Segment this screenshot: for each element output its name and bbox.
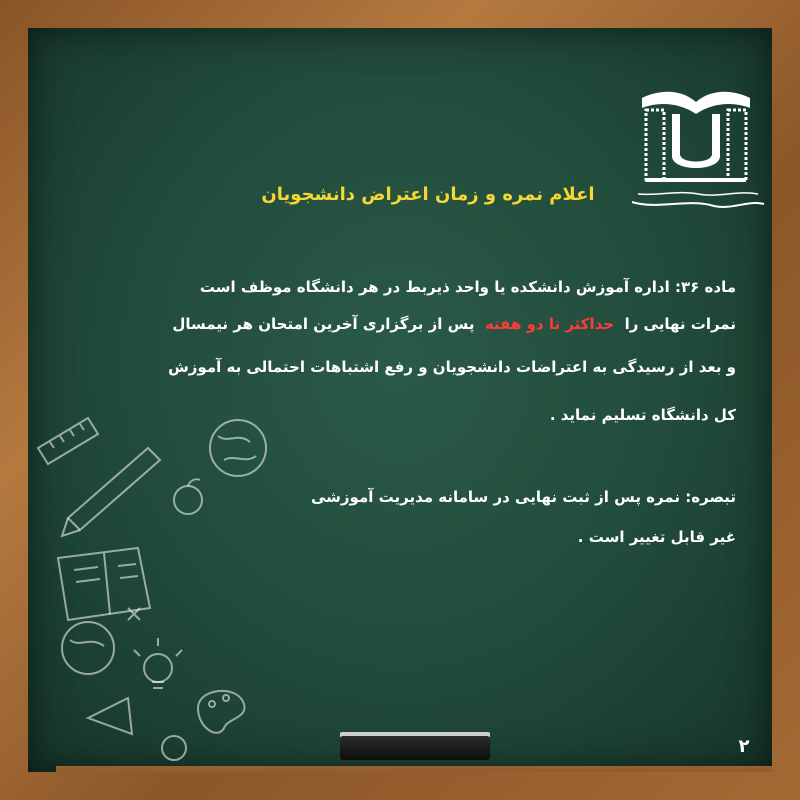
association-logo-icon [628,60,768,220]
globe-icon-2 [62,622,114,674]
pencil-icon [62,448,160,536]
page-title: اعلام نمره و زمان اعتراض دانشجویان [261,184,595,205]
chalk-doodles [28,388,288,772]
deadline-highlight: حداکثر تا دو هفته [484,315,615,333]
chalkboard [28,28,772,772]
note-line-2: غیر قابل تغییر است . [577,528,736,546]
apple-icon [174,479,202,514]
board-eraser [340,736,490,760]
apple-icon-2 [162,736,186,760]
book-icon [58,548,150,620]
article-line-1: ماده ۳۶: اداره آموزش دانشکده یا واحد ذیربط در هر دانشگاه موظف است [199,278,736,296]
note-line-1: تبصره: نمره پس از ثبت نهایی در سامانه مدیریت آموزشی [310,488,736,506]
article-line-2 [96,315,736,333]
article-line-2-after: پس از برگزاری آخرین امتحان هر نیمسال [172,315,475,333]
lightbulb-icon [134,638,182,688]
article-line-4: کل دانشگاه تسلیم نماید . [549,406,736,424]
chalk-tray [56,766,772,772]
article-line-3: و بعد از رسیدگی به اعتراضات دانشجویان و رفع اشتباهات احتمالی به آموزش [168,358,736,376]
globe-icon [210,420,266,476]
page-number: ۲ [738,736,750,757]
palette-icon [198,691,245,733]
article-line-2-before: نمرات نهایی را [624,315,736,333]
ruler-icon [38,418,98,464]
